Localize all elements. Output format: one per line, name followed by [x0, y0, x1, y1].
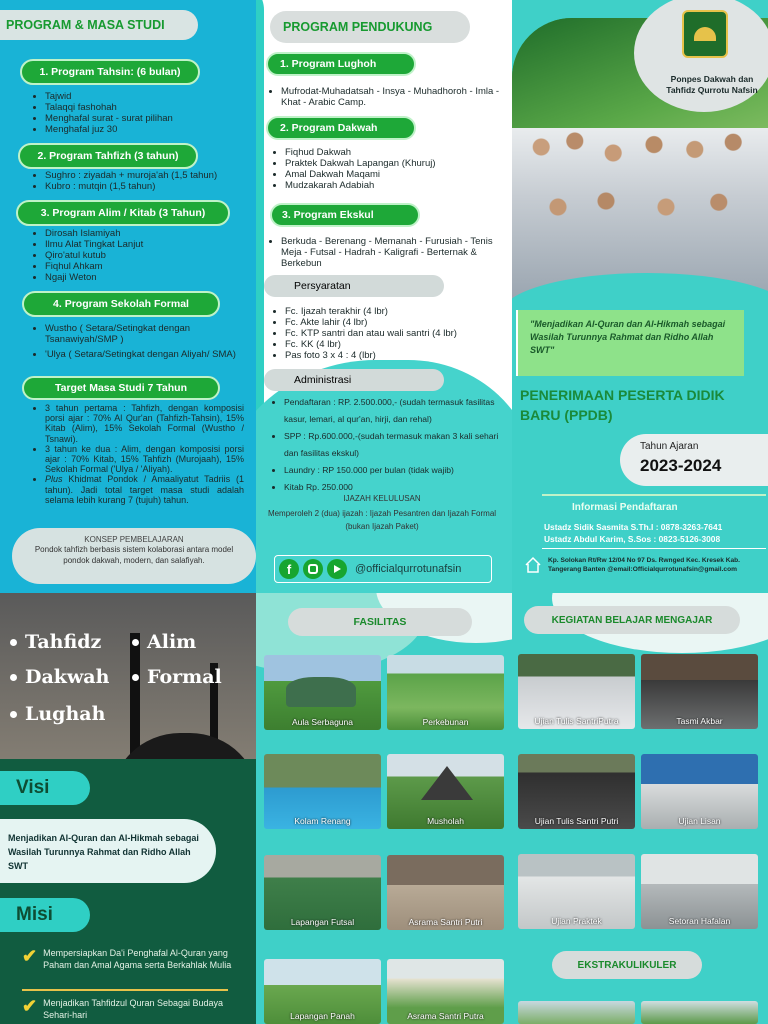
- facebook-icon[interactable]: f: [279, 559, 299, 579]
- photo-musholah: [387, 754, 504, 829]
- item3-text: Khidmat Pondok / Amaaliyatut Tadriis (1 tahun). Jadi total target masa studi adalah selama lebih kurang 7 (tujuh) tahun.: [45, 474, 244, 505]
- photo-caption: Asrama Santri Putra: [407, 1011, 484, 1021]
- list-item: • Fc. KK (4 lbr): [285, 339, 508, 350]
- list-item: • Wustho ( Setara/Setingkat dengan Tsanawiyah/SMP ): [45, 323, 254, 345]
- check-icon: ✔: [22, 996, 38, 1016]
- student-heads: [522, 123, 762, 243]
- misi-title: Misi: [16, 904, 53, 925]
- p1-title: PROGRAM & MASA STUDI: [6, 18, 165, 32]
- konsep-text: Pondok tahfizh berbasis sistem kolaborasi antara model pondok dakwah, modern, dan salafiyah.: [34, 545, 234, 565]
- photo-aula: [264, 655, 381, 730]
- fasilitas-title: FASILITAS: [288, 608, 472, 636]
- list-target: [32, 403, 244, 505]
- panel-fasilitas: [256, 593, 512, 1024]
- photo-caption: Lapangan Futsal: [290, 917, 355, 927]
- list-item: • Menghafal surat - surat pilihan: [45, 113, 252, 124]
- list-item: • Fc. Ijazah terakhir (4 lbr): [285, 306, 508, 317]
- bullet: [132, 674, 139, 681]
- keyword-dakwah: [10, 666, 109, 688]
- social-bar: [274, 555, 492, 583]
- bullet: [10, 639, 17, 646]
- list-item: • SPP : Rp.600.000,-(sudah termasuk makan 3 kali sehari dan fasilitas ekskul): [284, 428, 508, 462]
- konsep-box: [12, 528, 256, 584]
- persyaratan-label: Persyaratan: [264, 275, 444, 297]
- tahun-value: 2023-2024: [640, 456, 722, 475]
- p2-title-bar: [270, 11, 470, 43]
- list-tahfizh: [32, 170, 254, 192]
- misi-header: [0, 898, 90, 932]
- list-item: • Sughro : ziyadah + muroja'ah (1,5 tahun): [45, 170, 254, 181]
- list-item: • 3 tahun pertama : Tahfizh, dengan komposisi porsi ajar : 70% Al Qur'an (Tahfizh-Tahsin), 15% Kitab (Alim), 15% Sekolah Formal (Wustho / Tsnawi).: [45, 403, 244, 444]
- administrasi-label: Administrasi: [264, 369, 444, 391]
- p1-title-bar: [0, 10, 198, 40]
- photo-caption: Aula Serbaguna: [292, 717, 353, 727]
- pill-lughoh: 1. Program Lughoh: [266, 52, 416, 76]
- photo-setoran-hafalan: [641, 854, 758, 929]
- quote-box: [516, 310, 744, 376]
- photo-tasmi-akbar: [641, 654, 758, 729]
- keyword-alim: [132, 631, 196, 653]
- photo-ujian-praktek: [518, 854, 635, 929]
- list-tahsin: [32, 91, 252, 135]
- misi-text: Menjadikan Tahfidzul Quran Sebagai Budaya Sehari-hari: [43, 998, 224, 1020]
- photo-caption: Ujian Praktek: [551, 916, 602, 926]
- bullet: [132, 639, 139, 646]
- misi-item-1: [22, 947, 236, 971]
- mosque-logo-icon: [682, 10, 728, 58]
- keyword-text: Alim: [147, 631, 197, 653]
- list-item: • Fc. Akte lahir (4 lbr): [285, 317, 508, 328]
- keyword-text: Dakwah: [25, 666, 110, 688]
- photo-caption: Ujian Tulis Santri Putri: [534, 816, 619, 826]
- list-item: • Pas foto 3 x 4 : 4 (lbr): [285, 350, 508, 361]
- photo-ekskul-1: [518, 1001, 635, 1024]
- list-item: • Berkuda - Berenang - Memanah - Furusiah - Tenis Meja - Futsal - Hadrah - Kaligrafi - Berternak & Berkebun: [281, 236, 506, 269]
- panel-visi-misi: [0, 593, 256, 1024]
- list-persyaratan: [272, 306, 508, 361]
- tahun-label: Tahun Ajaran: [640, 441, 699, 452]
- pill-alim: 3. Program Alim / Kitab (3 Tahun): [16, 200, 230, 226]
- misi-item-2: [22, 997, 236, 1021]
- photo-asrama-putra: [387, 959, 504, 1024]
- p2-title: PROGRAM PENDUKUNG: [283, 20, 433, 34]
- bullet: [10, 711, 17, 718]
- list-item: • Ngaji Weton: [45, 272, 252, 283]
- list-item: • Praktek Dakwah Lapangan (Khuruj): [285, 158, 502, 169]
- photo-caption: Asrama Santri Putri: [408, 917, 483, 927]
- visi-title: Visi: [16, 777, 50, 798]
- ekskul-title: EKSTRAKULIKULER: [552, 951, 702, 979]
- photo-asrama-putri: [387, 855, 504, 930]
- photo-caption: Ujian Lisan: [678, 816, 721, 826]
- photo-caption: Tasmi Akbar: [676, 716, 723, 726]
- visi-header: [0, 771, 90, 805]
- list-item: • Fiqhul Ahkam: [45, 261, 252, 272]
- contact-1: Ustadz Sidik Sasmita S.Th.I : 0878-3263-7641: [544, 522, 723, 532]
- photo-futsal: [264, 855, 381, 930]
- list-lughoh: [268, 86, 504, 108]
- contact-divider: [542, 548, 766, 549]
- list-item: • Amal Dakwah Maqami: [285, 169, 502, 180]
- info-title: Informasi Pendaftaran: [572, 502, 678, 513]
- photo-caption: Setoran Hafalan: [668, 916, 731, 926]
- youtube-icon[interactable]: [327, 559, 347, 579]
- visi-box: [0, 819, 216, 883]
- keyword-lughah: [10, 703, 105, 725]
- list-item: • Tajwid: [45, 91, 252, 102]
- keyword-text: Lughah: [25, 703, 106, 725]
- list-item: • Pendaftaran : RP. 2.500.000,- (sudah termasuk fasilitas kasur, lemari, al qur'an, hirji, dan rehal): [284, 394, 508, 428]
- photo-ujian-tulis-putri: [518, 754, 635, 829]
- list-item: • Talaqqi fashohah: [45, 102, 252, 113]
- quote-text: "Menjadikan Al-Quran dan Al-Hikmah sebagai Wasilah Turunnya Rahmat dan Ridho Allah SWT": [530, 319, 726, 355]
- photo-perkebunan: [387, 655, 504, 730]
- ijazah-text: Memperoleh 2 (dua) ijazah : Ijazah Pesantren dan Ijazah Formal (bukan Ijazah Paket): [267, 509, 497, 531]
- list-item: • 'Ulya ( Setara/Setingkat dengan Aliyah/ SMA): [45, 349, 254, 360]
- ijazah-title: IJAZAH KELULUSAN: [343, 494, 421, 503]
- pill-ekskul: 3. Program Ekskul: [270, 203, 420, 227]
- panel-program-masa-studi: [0, 0, 256, 593]
- list-item: • Ilmu Alat Tingkat Lanjut: [45, 239, 252, 250]
- list-item: • Dirosah Islamiyah: [45, 228, 252, 239]
- misi-divider: [22, 989, 228, 991]
- list-item: • Menghafal juz 30: [45, 124, 252, 135]
- photo-ekskul-2: [641, 1001, 758, 1024]
- photo-kolam: [264, 754, 381, 829]
- list-item: • Kitab Rp. 250.000: [284, 479, 508, 496]
- photo-ujian-tulis-putra: [518, 654, 635, 729]
- konsep-title: KONSEP PEMBELAJARAN: [84, 535, 184, 544]
- bullet: [10, 674, 17, 681]
- photo-lapangan-panah: [264, 959, 381, 1024]
- list-item: • Mudzakarah Adabiah: [285, 180, 502, 191]
- list-dakwah: [272, 147, 502, 191]
- list-ekskul: [268, 236, 506, 269]
- list-administrasi: [272, 394, 508, 496]
- list-item: • Qiro'atul kutub: [45, 250, 252, 261]
- list-item: • Laundry : RP 150.000 per bulan (tidak wajib): [284, 462, 508, 479]
- kegiatan-title: KEGIATAN BELAJAR MENGAJAR: [524, 606, 740, 634]
- photo-caption: Kolam Renang: [294, 816, 351, 826]
- list-item: • Fiqhud Dakwah: [285, 147, 502, 158]
- keyword-text: Tahfidz: [25, 631, 102, 653]
- panel-ppdb: [512, 0, 768, 593]
- photo-caption: Lapangan Panah: [290, 1011, 355, 1021]
- ijazah-box: [264, 494, 500, 533]
- list-item: • 3 tahun ke dua : Alim, dengan komposisi porsi ajar : 70% Kitab, 15% Tahfizh (Murojaah), 15% Sekolah Formal ('Ulya / 'Aliyah).: [45, 444, 244, 475]
- misi-text: Mempersiapkan Da'i Penghafal Al-Quran yang Paham dan Amal Agama serta Berkahlak Mulia: [43, 948, 232, 970]
- pill-target: Target Masa Studi 7 Tahun: [22, 376, 220, 400]
- photo-caption: Ujian Tulis SantriPutra: [534, 716, 619, 726]
- org-name: Ponpes Dakwah dan Tahfidz Qurrotu Nafsin: [666, 74, 758, 95]
- keyword-formal: [132, 666, 222, 688]
- list-item: • Mufrodat-Muhadatsah - Insya - Muhadhoroh - Imla - Khat - Arabic Camp.: [281, 86, 504, 108]
- keyword-text: Formal: [147, 666, 222, 688]
- photo-caption: Musholah: [427, 816, 464, 826]
- social-handle[interactable]: @officialqurrotunafsin: [355, 563, 462, 575]
- pill-tahsin: 1. Program Tahsin: (6 bulan): [20, 59, 200, 85]
- list-item: • Fc. KTP santri dan atau wali santri (4 lbr): [285, 328, 508, 339]
- ppdb-title: PENERIMAAN PESERTA DIDIK BARU (PPDB): [520, 387, 725, 423]
- pill-formal: 4. Program Sekolah Formal: [22, 291, 220, 317]
- list-item: [45, 474, 244, 505]
- list-alim: [32, 228, 252, 283]
- home-icon: [524, 556, 542, 574]
- pill-tahfizh: 2. Program Tahfizh (3 tahun): [18, 143, 198, 169]
- list-formal: [32, 323, 254, 360]
- check-icon: ✔: [22, 946, 38, 966]
- list-item: • Kubro : mutqin (1,5 tahun): [45, 181, 254, 192]
- instagram-icon[interactable]: [303, 559, 323, 579]
- visi-text: Menjadikan Al-Quran dan Al-Hikmah sebagai Wasilah Turunnya Rahmat dan Ridho Allah SWT: [8, 833, 199, 871]
- photo-caption: Perkebunan: [422, 717, 469, 727]
- keyword-tahfidz: [10, 631, 101, 653]
- contact-2: Ustadz Abdul Karim, S.Sos : 0823-5126-3008: [544, 534, 721, 544]
- info-divider: [542, 494, 766, 496]
- pill-dakwah: 2. Program Dakwah: [266, 116, 416, 140]
- address-text: Kp. Solokan Rt/Rw 12/04 No 97 Ds. Rwnged Kec. Kresek Kab. Tangerang Banten @email:Officialqurrotunafsin@gmail.com: [548, 557, 741, 573]
- panel-kegiatan: [512, 593, 768, 1024]
- panel-program-pendukung: [256, 0, 512, 593]
- photo-ujian-lisan: [641, 754, 758, 829]
- plus-text: Plus: [45, 474, 63, 485]
- tahun-box: [620, 434, 768, 486]
